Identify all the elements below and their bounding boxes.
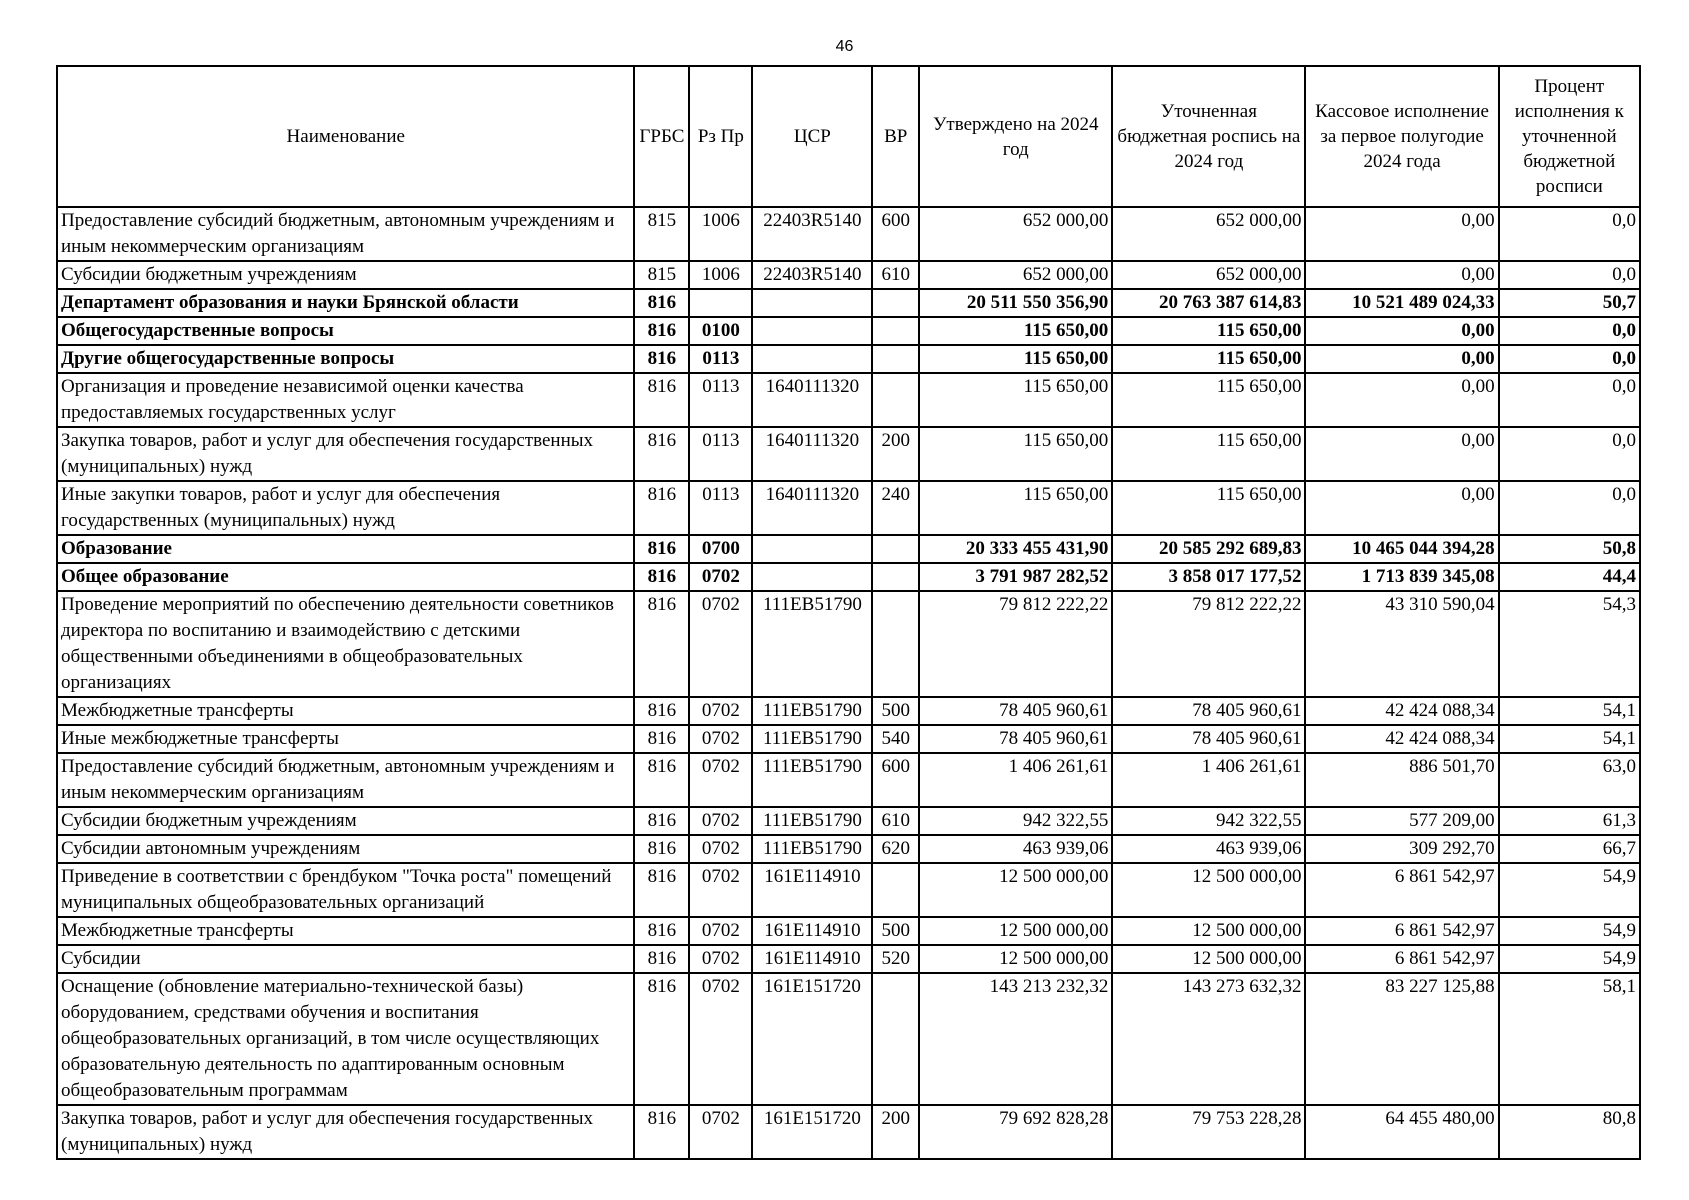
cell-approved: 115 650,00 [919, 373, 1112, 427]
cell-cash: 0,00 [1305, 345, 1498, 373]
cell-vr [872, 373, 919, 427]
table-row [57, 697, 1640, 725]
cell-approved: 12 500 000,00 [919, 945, 1112, 973]
cell-refined: 115 650,00 [1112, 427, 1305, 481]
cell-csr: 161E114910 [752, 945, 872, 973]
cell-name: Общее образование [57, 563, 634, 591]
cell-vr: 200 [872, 427, 919, 481]
cell-csr: 1640111320 [752, 427, 872, 481]
cell-cash: 577 209,00 [1305, 807, 1498, 835]
cell-cash: 886 501,70 [1305, 753, 1498, 807]
cell-vr [872, 317, 919, 345]
cell-name: Межбюджетные трансферты [57, 697, 634, 725]
cell-cash: 64 455 480,00 [1305, 1105, 1498, 1159]
cell-percent: 54,9 [1499, 863, 1640, 917]
table-row [57, 207, 1640, 261]
cell-refined: 78 405 960,61 [1112, 697, 1305, 725]
table-row [57, 1105, 1640, 1159]
cell-name: Субсидии [57, 945, 634, 973]
cell-rzpr: 0702 [689, 591, 752, 697]
header-csr: ЦСР [752, 66, 872, 207]
cell-approved: 3 791 987 282,52 [919, 563, 1112, 591]
cell-cash: 0,00 [1305, 427, 1498, 481]
cell-cash: 0,00 [1305, 207, 1498, 261]
cell-percent: 66,7 [1499, 835, 1640, 863]
cell-rzpr: 1006 [689, 261, 752, 289]
page-number: 46 [835, 38, 854, 55]
cell-name: Закупка товаров, работ и услуг для обеспечения государственных (муниципальных) нужд [57, 1105, 634, 1159]
cell-name: Предоставление субсидий бюджетным, автономным учреждениям и иным некоммерческим организациям [57, 207, 634, 261]
cell-cash: 6 861 542,97 [1305, 917, 1498, 945]
cell-refined: 143 273 632,32 [1112, 973, 1305, 1105]
cell-cash: 1 713 839 345,08 [1305, 563, 1498, 591]
cell-name: Другие общегосударственные вопросы [57, 345, 634, 373]
cell-csr: 161E151720 [752, 1105, 872, 1159]
cell-cash: 309 292,70 [1305, 835, 1498, 863]
cell-percent: 61,3 [1499, 807, 1640, 835]
cell-vr: 520 [872, 945, 919, 973]
cell-approved: 12 500 000,00 [919, 917, 1112, 945]
cell-approved: 79 812 222,22 [919, 591, 1112, 697]
cell-cash: 10 465 044 394,28 [1305, 535, 1498, 563]
cell-refined: 942 322,55 [1112, 807, 1305, 835]
cell-grbs: 816 [634, 973, 689, 1105]
cell-vr [872, 535, 919, 563]
table-row [57, 945, 1640, 973]
cell-cash: 42 424 088,34 [1305, 697, 1498, 725]
cell-refined: 115 650,00 [1112, 317, 1305, 345]
cell-name: Предоставление субсидий бюджетным, автономным учреждениям и иным некоммерческим организациям [57, 753, 634, 807]
cell-grbs: 815 [634, 261, 689, 289]
cell-rzpr: 0113 [689, 427, 752, 481]
cell-csr: 111EB51790 [752, 725, 872, 753]
table-row [57, 535, 1640, 563]
cell-name: Образование [57, 535, 634, 563]
cell-name: Межбюджетные трансферты [57, 917, 634, 945]
cell-cash: 0,00 [1305, 373, 1498, 427]
budget-table [56, 65, 1641, 1160]
cell-refined: 115 650,00 [1112, 345, 1305, 373]
cell-vr [872, 345, 919, 373]
cell-grbs: 816 [634, 863, 689, 917]
cell-approved: 12 500 000,00 [919, 863, 1112, 917]
cell-csr: 161E114910 [752, 863, 872, 917]
cell-vr [872, 863, 919, 917]
cell-rzpr: 0702 [689, 945, 752, 973]
table-row [57, 317, 1640, 345]
cell-grbs: 816 [634, 535, 689, 563]
cell-percent: 50,7 [1499, 289, 1640, 317]
cell-refined: 1 406 261,61 [1112, 753, 1305, 807]
header-approved: Утверждено на 2024 год [919, 66, 1112, 207]
cell-percent: 54,1 [1499, 697, 1640, 725]
cell-rzpr: 0702 [689, 753, 752, 807]
cell-csr: 111EB51790 [752, 591, 872, 697]
cell-grbs: 816 [634, 481, 689, 535]
cell-grbs: 816 [634, 345, 689, 373]
cell-percent: 58,1 [1499, 973, 1640, 1105]
cell-rzpr: 0702 [689, 725, 752, 753]
cell-approved: 942 322,55 [919, 807, 1112, 835]
cell-grbs: 816 [634, 317, 689, 345]
cell-grbs: 816 [634, 725, 689, 753]
table-row [57, 863, 1640, 917]
cell-rzpr: 0702 [689, 807, 752, 835]
cell-name: Общегосударственные вопросы [57, 317, 634, 345]
table-row [57, 345, 1640, 373]
cell-refined: 652 000,00 [1112, 207, 1305, 261]
cell-grbs: 816 [634, 835, 689, 863]
cell-vr: 600 [872, 207, 919, 261]
table-row [57, 725, 1640, 753]
cell-vr: 200 [872, 1105, 919, 1159]
cell-name: Департамент образования и науки Брянской области [57, 289, 634, 317]
cell-refined: 115 650,00 [1112, 373, 1305, 427]
cell-cash: 83 227 125,88 [1305, 973, 1498, 1105]
cell-cash: 6 861 542,97 [1305, 945, 1498, 973]
cell-rzpr: 0100 [689, 317, 752, 345]
table-header-row [57, 66, 1640, 207]
cell-csr: 111EB51790 [752, 697, 872, 725]
cell-name: Субсидии бюджетным учреждениям [57, 261, 634, 289]
cell-cash: 0,00 [1305, 261, 1498, 289]
cell-rzpr: 1006 [689, 207, 752, 261]
cell-refined: 79 812 222,22 [1112, 591, 1305, 697]
cell-vr: 620 [872, 835, 919, 863]
cell-csr: 22403R5140 [752, 207, 872, 261]
cell-vr: 600 [872, 753, 919, 807]
cell-grbs: 816 [634, 945, 689, 973]
cell-vr [872, 973, 919, 1105]
header-refined: Уточненная бюджетная роспись на 2024 год [1112, 66, 1305, 207]
table-row [57, 373, 1640, 427]
table-row [57, 835, 1640, 863]
cell-rzpr: 0113 [689, 373, 752, 427]
cell-grbs: 816 [634, 697, 689, 725]
cell-vr [872, 591, 919, 697]
cell-vr [872, 289, 919, 317]
cell-refined: 652 000,00 [1112, 261, 1305, 289]
cell-name: Закупка товаров, работ и услуг для обеспечения государственных (муниципальных) нужд [57, 427, 634, 481]
table-row [57, 427, 1640, 481]
cell-approved: 20 511 550 356,90 [919, 289, 1112, 317]
cell-percent: 54,3 [1499, 591, 1640, 697]
cell-rzpr: 0700 [689, 535, 752, 563]
cell-rzpr: 0702 [689, 973, 752, 1105]
cell-refined: 12 500 000,00 [1112, 863, 1305, 917]
cell-name: Иные межбюджетные трансферты [57, 725, 634, 753]
header-percent: Процент исполнения к уточненной бюджетной росписи [1499, 66, 1640, 207]
table-row [57, 917, 1640, 945]
cell-vr: 610 [872, 261, 919, 289]
cell-percent: 44,4 [1499, 563, 1640, 591]
cell-percent: 0,0 [1499, 427, 1640, 481]
cell-name: Приведение в соответствии с брендбуком "Точка роста" помещений муниципальных общеобразовательных организаций [57, 863, 634, 917]
cell-percent: 0,0 [1499, 345, 1640, 373]
cell-percent: 54,1 [1499, 725, 1640, 753]
header-rzpr: Рз Пр [689, 66, 752, 207]
header-name: Наименование [57, 66, 634, 207]
table-row [57, 973, 1640, 1105]
cell-grbs: 816 [634, 753, 689, 807]
cell-rzpr: 0702 [689, 563, 752, 591]
cell-refined: 12 500 000,00 [1112, 945, 1305, 973]
cell-csr: 161E114910 [752, 917, 872, 945]
cell-refined: 20 585 292 689,83 [1112, 535, 1305, 563]
cell-percent: 80,8 [1499, 1105, 1640, 1159]
table-row [57, 289, 1640, 317]
cell-vr: 500 [872, 917, 919, 945]
cell-cash: 0,00 [1305, 317, 1498, 345]
cell-percent: 54,9 [1499, 917, 1640, 945]
cell-approved: 78 405 960,61 [919, 697, 1112, 725]
header-vr: ВР [872, 66, 919, 207]
cell-vr: 500 [872, 697, 919, 725]
header-grbs: ГРБС [634, 66, 689, 207]
cell-percent: 0,0 [1499, 373, 1640, 427]
cell-grbs: 816 [634, 289, 689, 317]
cell-csr: 1640111320 [752, 373, 872, 427]
cell-refined: 115 650,00 [1112, 481, 1305, 535]
cell-percent: 54,9 [1499, 945, 1640, 973]
cell-approved: 115 650,00 [919, 481, 1112, 535]
cell-rzpr: 0702 [689, 835, 752, 863]
cell-approved: 20 333 455 431,90 [919, 535, 1112, 563]
cell-refined: 78 405 960,61 [1112, 725, 1305, 753]
cell-refined: 12 500 000,00 [1112, 917, 1305, 945]
table-body [57, 207, 1640, 1159]
cell-approved: 652 000,00 [919, 207, 1112, 261]
cell-vr: 610 [872, 807, 919, 835]
cell-cash: 43 310 590,04 [1305, 591, 1498, 697]
cell-percent: 63,0 [1499, 753, 1640, 807]
cell-name: Организация и проведение независимой оценки качества предоставляемых государственных услуг [57, 373, 634, 427]
cell-csr [752, 535, 872, 563]
cell-approved: 652 000,00 [919, 261, 1112, 289]
cell-csr: 1640111320 [752, 481, 872, 535]
cell-vr: 540 [872, 725, 919, 753]
cell-rzpr: 0702 [689, 917, 752, 945]
cell-approved: 1 406 261,61 [919, 753, 1112, 807]
table-row [57, 753, 1640, 807]
cell-csr: 111EB51790 [752, 753, 872, 807]
cell-refined: 3 858 017 177,52 [1112, 563, 1305, 591]
cell-approved: 78 405 960,61 [919, 725, 1112, 753]
cell-approved: 463 939,06 [919, 835, 1112, 863]
cell-name: Субсидии автономным учреждениям [57, 835, 634, 863]
cell-vr [872, 563, 919, 591]
table-row [57, 563, 1640, 591]
cell-cash: 42 424 088,34 [1305, 725, 1498, 753]
cell-percent: 0,0 [1499, 481, 1640, 535]
cell-refined: 20 763 387 614,83 [1112, 289, 1305, 317]
cell-name: Проведение мероприятий по обеспечению деятельности советников директора по воспитанию и взаимодействию с детскими общественными объединениями в общеобразовательных организациях [57, 591, 634, 697]
table-row [57, 481, 1640, 535]
cell-csr: 111EB51790 [752, 807, 872, 835]
cell-csr [752, 563, 872, 591]
cell-approved: 115 650,00 [919, 345, 1112, 373]
cell-rzpr: 0113 [689, 345, 752, 373]
table-row [57, 807, 1640, 835]
cell-name: Оснащение (обновление материально-технической базы) оборудованием, средствами обучения и воспитания общеобразовательных организаций, в том числе осуществляющих образовательную деятельность по адаптированным основным общеобразовательным программам [57, 973, 634, 1105]
cell-grbs: 816 [634, 1105, 689, 1159]
cell-name: Субсидии бюджетным учреждениям [57, 807, 634, 835]
cell-cash: 6 861 542,97 [1305, 863, 1498, 917]
cell-csr: 161E151720 [752, 973, 872, 1105]
cell-approved: 115 650,00 [919, 427, 1112, 481]
cell-percent: 0,0 [1499, 261, 1640, 289]
cell-rzpr: 0702 [689, 863, 752, 917]
cell-cash: 10 521 489 024,33 [1305, 289, 1498, 317]
cell-grbs: 816 [634, 591, 689, 697]
cell-refined: 79 753 228,28 [1112, 1105, 1305, 1159]
cell-rzpr: 0113 [689, 481, 752, 535]
cell-percent: 0,0 [1499, 317, 1640, 345]
cell-rzpr: 0702 [689, 1105, 752, 1159]
cell-approved: 79 692 828,28 [919, 1105, 1112, 1159]
cell-vr: 240 [872, 481, 919, 535]
cell-grbs: 816 [634, 917, 689, 945]
cell-cash: 0,00 [1305, 481, 1498, 535]
cell-csr [752, 345, 872, 373]
cell-approved: 115 650,00 [919, 317, 1112, 345]
cell-grbs: 816 [634, 427, 689, 481]
cell-percent: 50,8 [1499, 535, 1640, 563]
cell-csr: 22403R5140 [752, 261, 872, 289]
cell-rzpr: 0702 [689, 697, 752, 725]
cell-grbs: 816 [634, 563, 689, 591]
header-cash: Кассовое исполнение за первое полугодие 2024 года [1305, 66, 1498, 207]
cell-refined: 463 939,06 [1112, 835, 1305, 863]
cell-csr [752, 289, 872, 317]
cell-csr: 111EB51790 [752, 835, 872, 863]
cell-rzpr [689, 289, 752, 317]
cell-name: Иные закупки товаров, работ и услуг для обеспечения государственных (муниципальных) нужд [57, 481, 634, 535]
table-row [57, 591, 1640, 697]
cell-percent: 0,0 [1499, 207, 1640, 261]
cell-grbs: 816 [634, 807, 689, 835]
table-row [57, 261, 1640, 289]
cell-csr [752, 317, 872, 345]
cell-approved: 143 213 232,32 [919, 973, 1112, 1105]
cell-grbs: 816 [634, 373, 689, 427]
cell-grbs: 815 [634, 207, 689, 261]
